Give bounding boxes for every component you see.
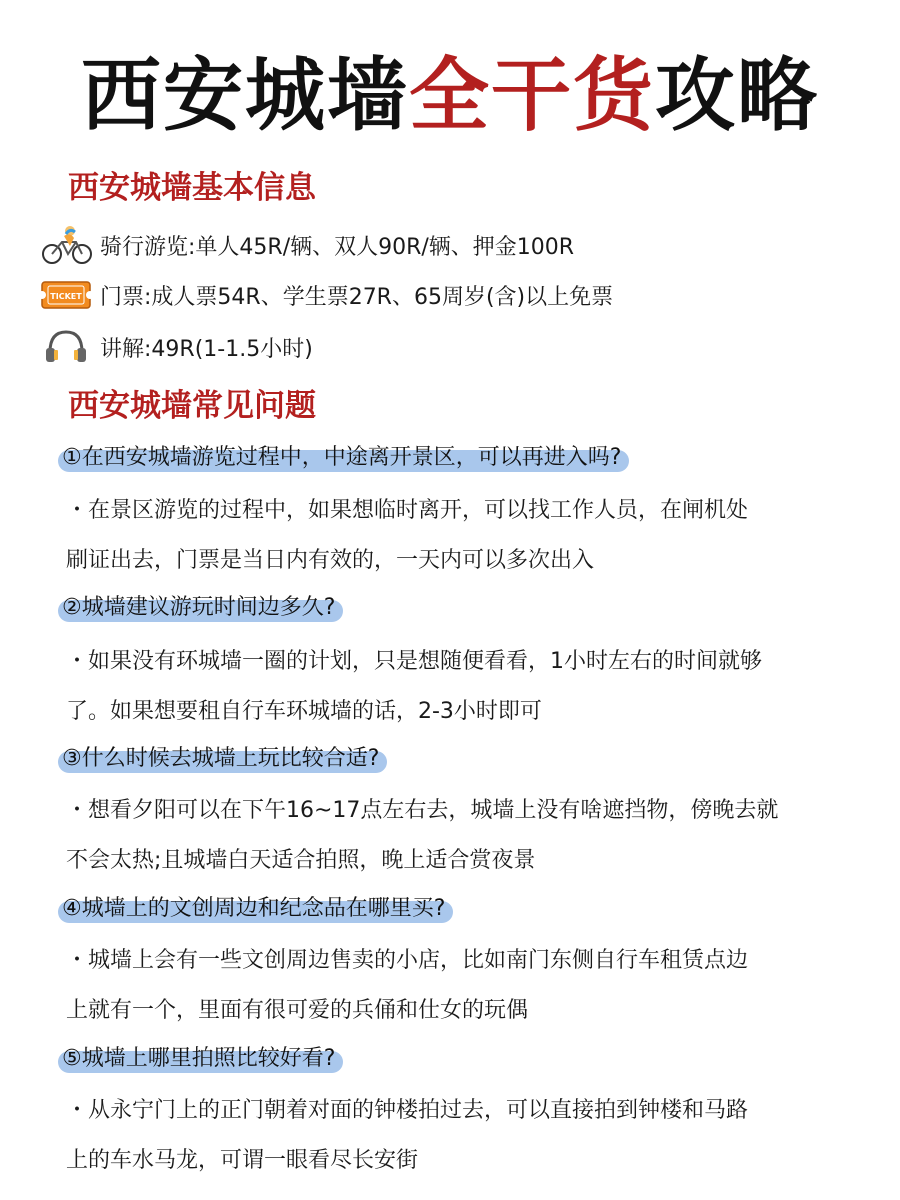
answer-line: ・如果没有环城墙一圈的计划，只是想随便看看，1小时左右的时间就够 — [66, 649, 762, 674]
faq-question-text: ①在西安城墙游览过程中，中途离开景区，可以再进入吗? — [62, 445, 622, 470]
faq-heading: 西安城墙常见问题 — [68, 388, 316, 424]
faq-answer-2 — [66, 637, 866, 737]
answer-line: 上就有一个，里面有很可爱的兵俑和仕女的玩偶 — [66, 998, 529, 1023]
info-item-bike — [40, 224, 574, 266]
faq-question-4 — [62, 892, 453, 926]
info-text-ticket: 门票:成人票54R、学生票27R、65周岁(含)以上免票 — [100, 284, 614, 310]
info-text-guide: 讲解:49R(1-1.5小时) — [100, 336, 313, 362]
faq-question-text: ②城墙建议游玩时间边多久? — [62, 595, 336, 620]
faq-question-2 — [62, 591, 343, 625]
faq-question-text: ⑤城墙上哪里拍照比较好看? — [62, 1046, 336, 1071]
ticket-icon — [40, 274, 96, 316]
faq-question-text: ③什么时候去城墙上玩比较合适? — [62, 746, 380, 771]
answer-line: ・在景区游览的过程中，如果想临时离开，可以找工作人员，在闸机处 — [66, 498, 749, 523]
page-title — [0, 46, 900, 146]
answer-line: 刷证出去，门票是当日内有效的，一天内可以多次出入 — [66, 548, 595, 573]
faq-answer-5 — [66, 1086, 866, 1186]
title-part-3: 攻略 — [655, 49, 819, 142]
headphones-icon — [40, 326, 96, 368]
answer-line: 不会太热;且城墙白天适合拍照，晚上适合赏夜景 — [66, 848, 536, 873]
faq-question-text: ④城墙上的文创周边和纪念品在哪里买? — [62, 896, 446, 921]
basic-info-heading: 西安城墙基本信息 — [68, 170, 316, 206]
faq-answer-1 — [66, 486, 866, 586]
answer-line: 了。如果想要租自行车环城墙的话，2-3小时即可 — [66, 699, 542, 724]
info-item-guide — [40, 326, 313, 368]
answer-line: 上的车水马龙，可谓一眼看尽长安街 — [66, 1148, 419, 1173]
info-item-ticket — [40, 274, 613, 316]
faq-question-5 — [62, 1042, 343, 1076]
faq-answer-3 — [66, 786, 866, 886]
info-text-bike: 骑行游览:单人45R/辆、双人90R/辆、押金100R — [100, 234, 575, 260]
answer-line: ・城墙上会有一些文创周边售卖的小店，比如南门东侧自行车租赁点边 — [66, 948, 749, 973]
faq-question-1 — [62, 441, 629, 475]
answer-line: ・从永宁门上的正门朝着对面的钟楼拍过去，可以直接拍到钟楼和马路 — [66, 1098, 749, 1123]
faq-question-3 — [62, 742, 387, 776]
svg-text:TICKET: TICKET — [50, 292, 82, 301]
answer-line: ・想看夕阳可以在下午16~17点左右去，城墙上没有啥遮挡物，傍晚去就 — [66, 798, 779, 823]
title-part-1: 西安城墙 — [81, 49, 409, 142]
bicycle-icon — [40, 224, 96, 266]
faq-answer-4 — [66, 936, 866, 1036]
title-part-2: 全干货 — [409, 49, 655, 142]
